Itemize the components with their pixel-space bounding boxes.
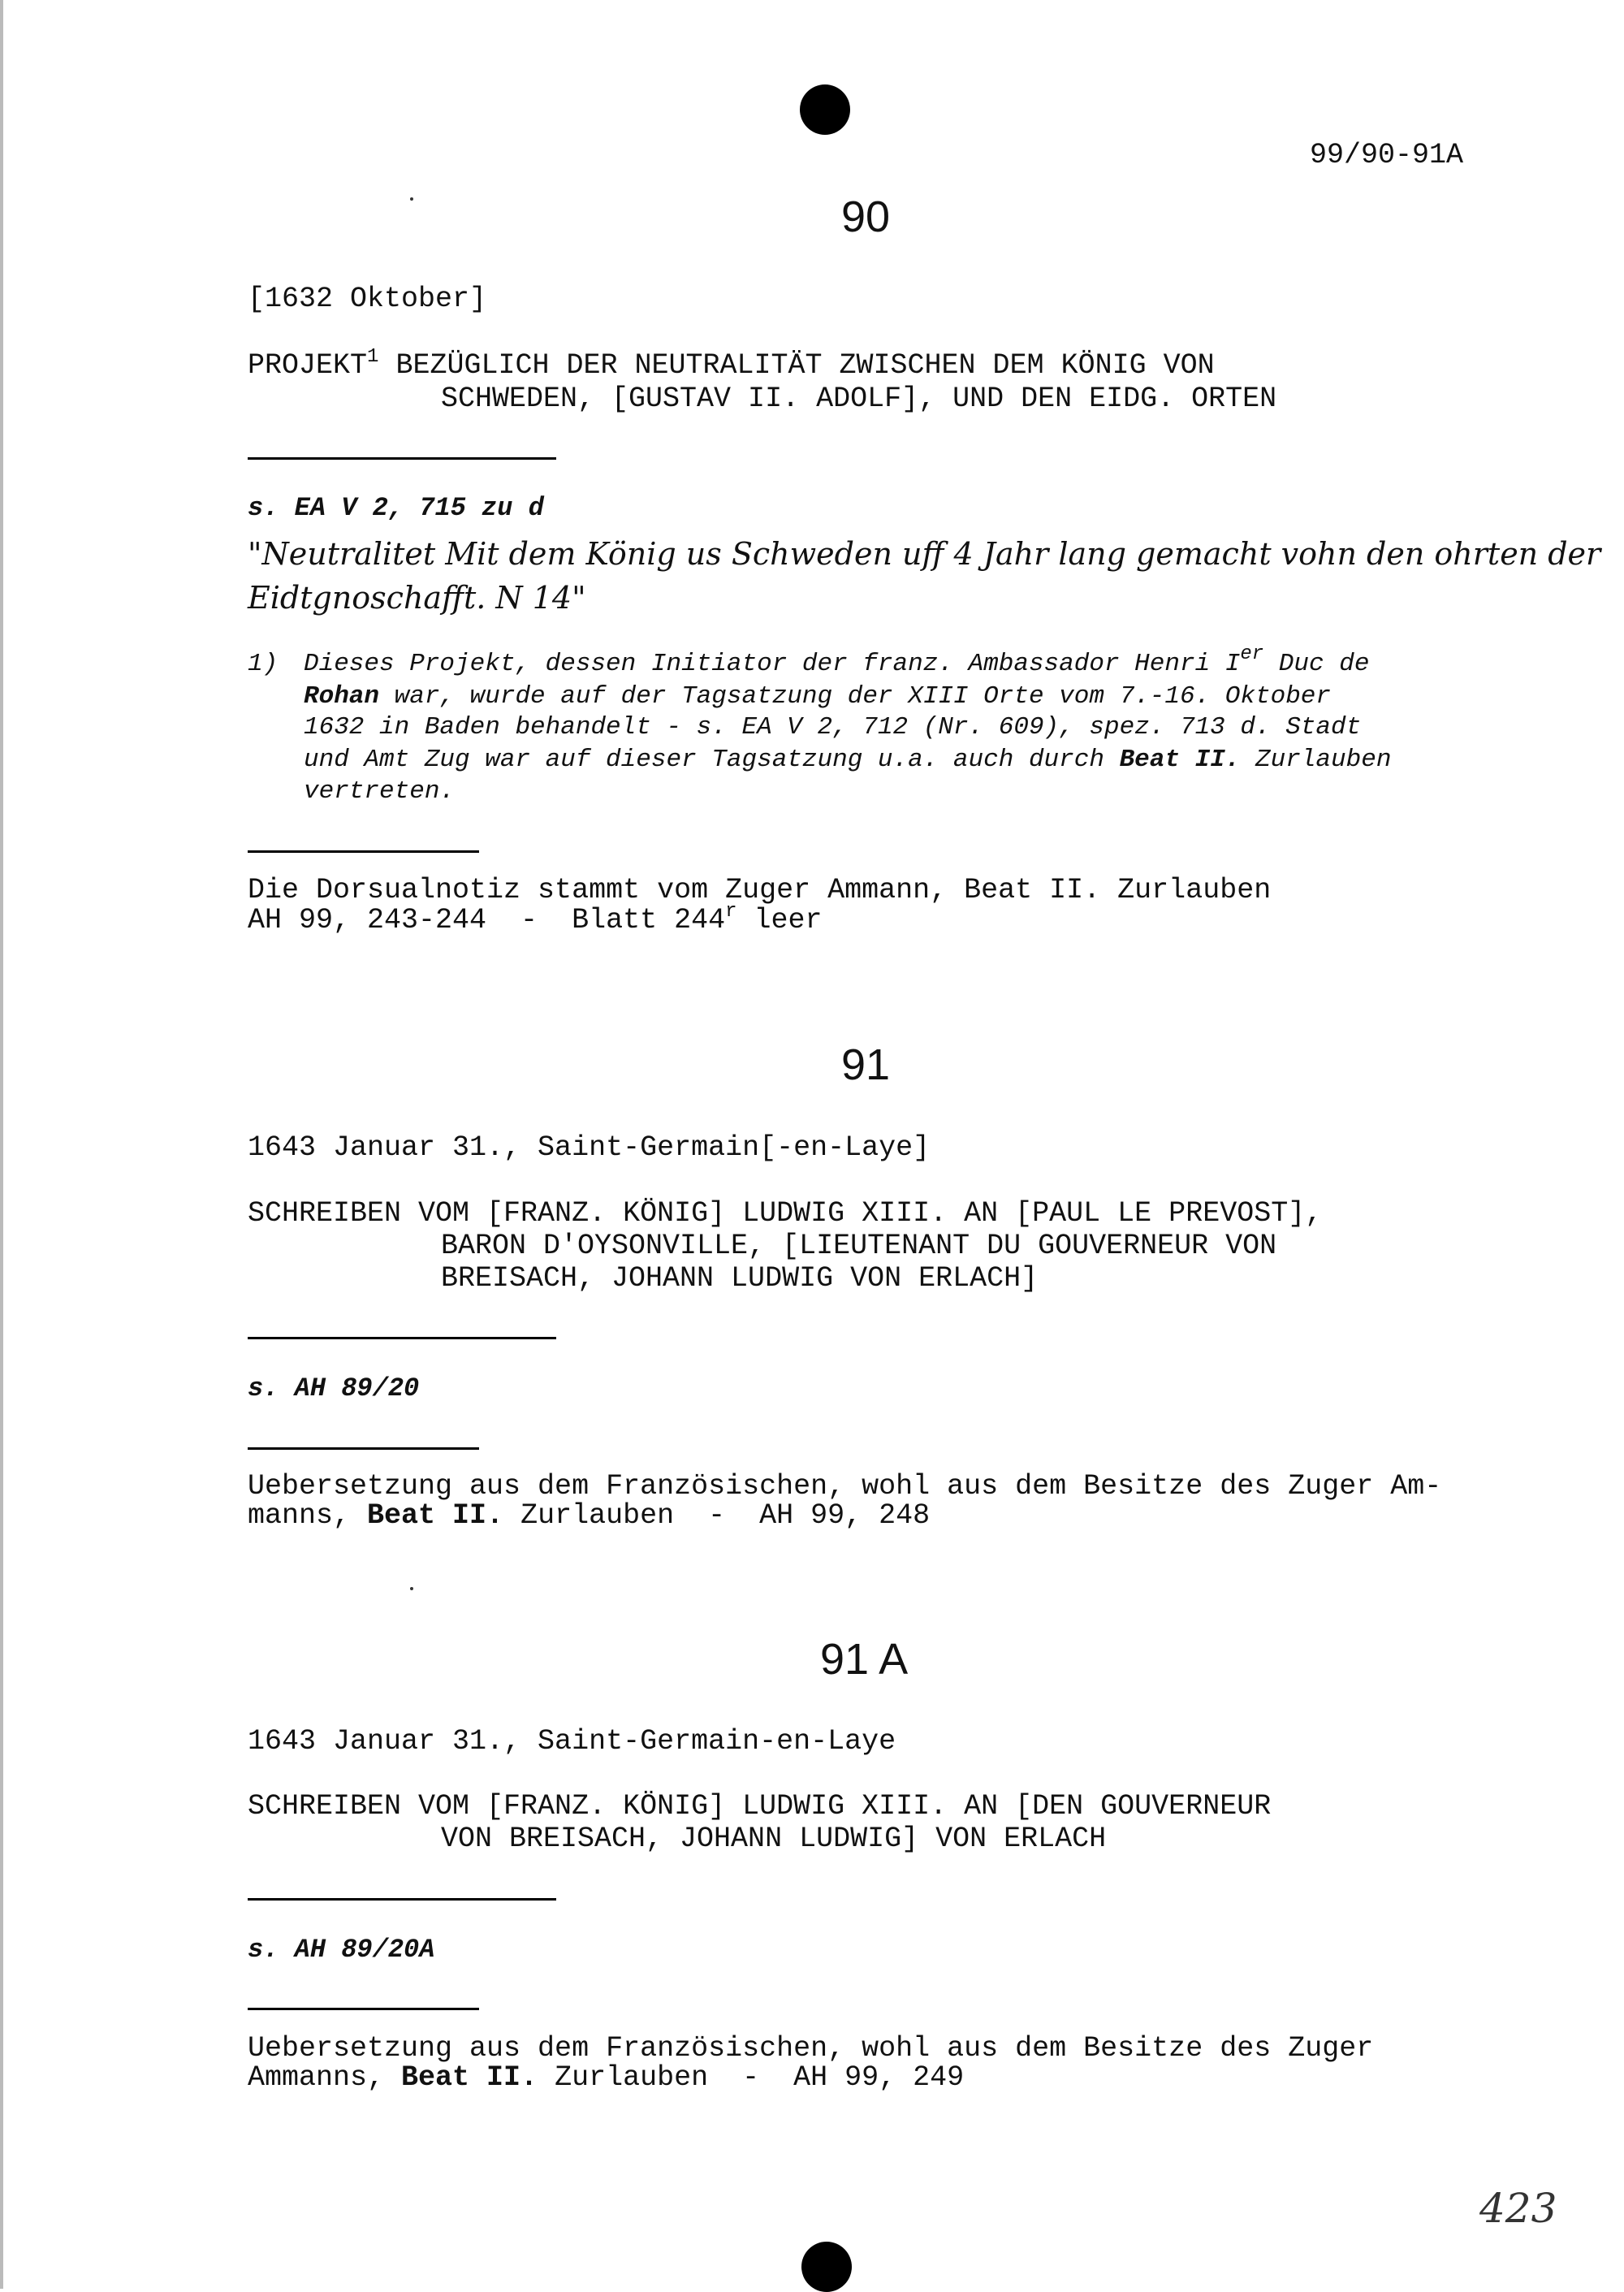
handwritten-page-number: 423 xyxy=(1479,2185,1557,2232)
divider xyxy=(248,1337,556,1339)
footnote-marker: 1) xyxy=(248,650,279,678)
dorsual-quote-line1: "Neutralitet Mit dem König us Schweden uff 4 Jahr lang gemacht vohn den ohrten der xyxy=(248,536,1601,572)
document-title-90-line2: SCHWEDEN, [GUSTAV II. ADOLF], UND DEN EIDG. ORTEN xyxy=(441,383,1277,415)
punch-hole-bottom xyxy=(801,2242,852,2292)
source-reference-91: s. AH 89/20 xyxy=(248,1373,420,1403)
divider xyxy=(248,2008,479,2010)
document-title-91-line1: SCHREIBEN VOM [FRANZ. KÖNIG] LUDWIG XIII. AN [PAUL LE PREVOST], xyxy=(248,1197,1323,1230)
dorsual-note-line2: AH 99, 243-244 - Blatt 244$^r$ leer xyxy=(248,901,823,936)
document-number-91: 91 xyxy=(841,1040,891,1089)
source-reference-91a: s. AH 89/20A xyxy=(248,1935,435,1965)
divider xyxy=(248,1898,556,1901)
translation-note-91a-line1: Uebersetzung aus dem Französischen, wohl aus dem Besitze des Zuger xyxy=(248,2032,1374,2065)
document-title-91a-line2: VON BREISACH, JOHANN LUDWIG] VON ERLACH xyxy=(441,1823,1107,1855)
dorsual-quote-line2: Eidtgnoschafft. N 14" xyxy=(248,580,586,616)
document-title-91-line3: BREISACH, JOHANN LUDWIG VON ERLACH] xyxy=(441,1262,1039,1295)
document-date-91a: 1643 Januar 31., Saint-Germain-en-Laye xyxy=(248,1725,896,1758)
document-title-91-line2: BARON D'OYSONVILLE, [LIEUTENANT DU GOUVERNEUR VON xyxy=(441,1230,1277,1262)
translation-note-91a-line2: Ammanns, Beat II. Zurlauben - AH 99, 249 xyxy=(248,2061,965,2094)
footnote-line4: und Amt Zug war auf dieser Tagsatzung u.a. auch durch Beat II. Zurlauben xyxy=(304,746,1392,774)
punch-hole-top xyxy=(800,84,850,135)
document-title-91a-line1: SCHREIBEN VOM [FRANZ. KÖNIG] LUDWIG XIII. AN [DEN GOUVERNEUR xyxy=(248,1790,1272,1823)
translation-note-91-line1: Uebersetzung aus dem Französischen, wohl aus dem Besitze des Zuger Am- xyxy=(248,1470,1442,1503)
footnote-line3: 1632 in Baden behandelt - s. EA V 2, 712 (Nr. 609), spez. 713 d. Stadt xyxy=(304,713,1362,742)
source-reference-90: s. EA V 2, 715 zu d xyxy=(248,493,544,523)
document-date-90: [1632 Oktober] xyxy=(248,283,487,315)
document-number-90: 90 xyxy=(841,192,891,241)
divider xyxy=(248,850,479,853)
document-title-90-line1: PROJEKT$^1$ BEZÜGLICH DER NEUTRALITÄT ZWISCHEN DEM KÖNIG VON xyxy=(248,346,1215,382)
dorsual-note-line1: Die Dorsualnotiz stammt vom Zuger Ammann, Beat II. Zurlauben xyxy=(248,874,1272,906)
footnote-line2: Rohan war, wurde auf der Tagsatzung der XIII Orte vom 7.-16. Oktober xyxy=(304,682,1332,711)
document-number-91a: 91 A xyxy=(820,1635,909,1684)
archive-reference: 99/90-91A xyxy=(1310,139,1464,171)
footnote-line5: vertreten. xyxy=(304,777,456,806)
footnote-line1: Dieses Projekt, dessen Initiator der franz. Ambassador Henri Ier Duc de xyxy=(304,643,1370,678)
divider xyxy=(248,457,556,460)
divider xyxy=(248,1447,479,1450)
translation-note-91-line2: manns, Beat II. Zurlauben - AH 99, 248 xyxy=(248,1499,931,1532)
speck xyxy=(410,1587,413,1590)
document-date-91: 1643 Januar 31., Saint-Germain[-en-Laye] xyxy=(248,1131,931,1164)
page-edge xyxy=(0,0,3,2289)
speck xyxy=(410,197,413,201)
